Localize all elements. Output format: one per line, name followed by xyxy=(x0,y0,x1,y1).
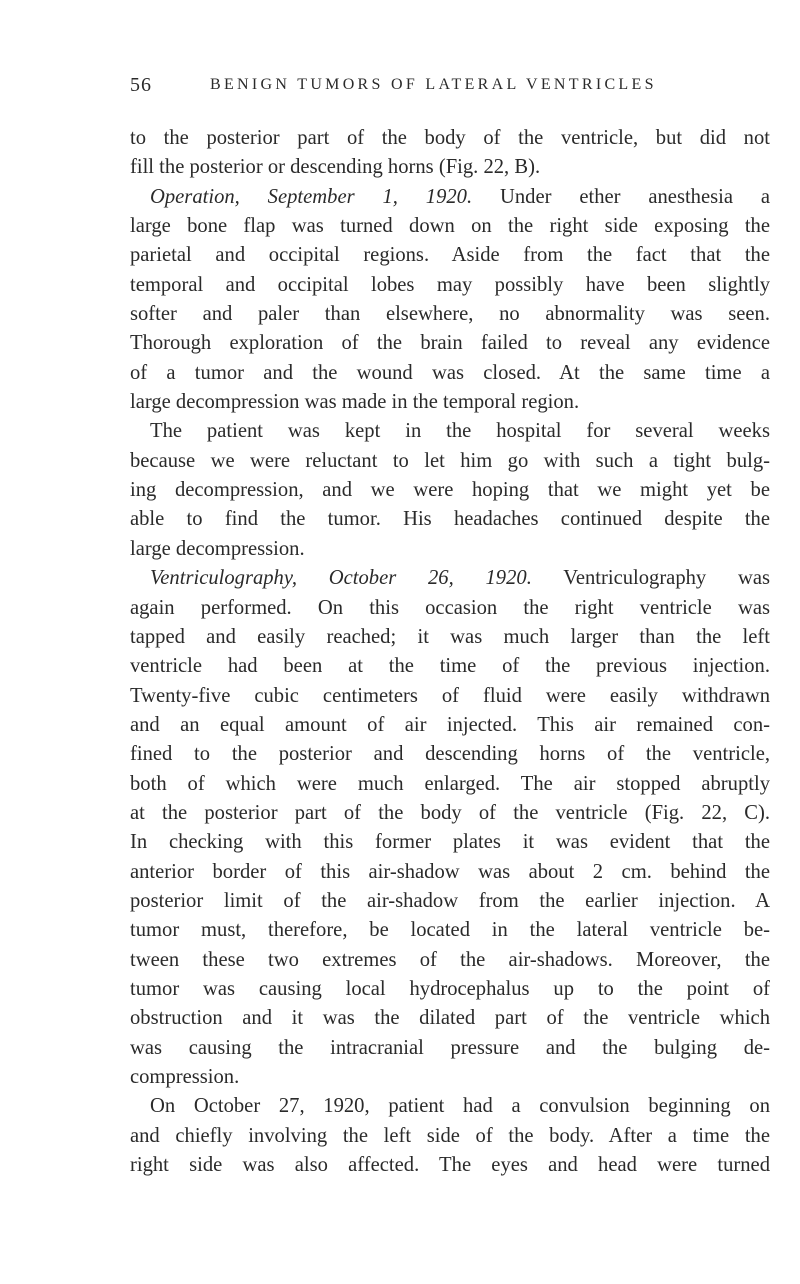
text-line xyxy=(130,887,770,916)
line-text: tumor was causing local hydrocephalus up to the point of xyxy=(130,977,770,1000)
text-line xyxy=(130,916,770,945)
line-text: because we were reluctant to let him go with such a tight bulg- xyxy=(130,449,770,472)
text-line xyxy=(130,124,770,153)
text-line xyxy=(130,828,770,857)
line-text: to the posterior part of the body of the ventricle, but did not xyxy=(130,127,770,149)
line-text: Twenty-five cubic centimeters of fluid were easily withdrawn xyxy=(130,684,770,707)
text-line xyxy=(130,1092,770,1121)
text-line xyxy=(130,858,770,887)
line-text: Under ether anesthesia a xyxy=(472,185,771,208)
line-text: softer and paler than elsewhere, no abnormality was seen. xyxy=(130,303,770,326)
text-line xyxy=(130,212,770,241)
text-line xyxy=(130,300,770,329)
text-line xyxy=(130,476,770,505)
text-line xyxy=(130,1063,770,1092)
text-line xyxy=(130,388,770,417)
text-line xyxy=(130,1034,770,1063)
text-line xyxy=(130,740,770,769)
page-header xyxy=(130,74,670,98)
line-text: tween these two extremes of the air-shadows. Moreover, the xyxy=(130,948,770,971)
line-text: large bone flap was turned down on the right side exposing the xyxy=(130,215,770,238)
text-line xyxy=(130,623,770,652)
running-head: BENIGN TUMORS OF LATERAL VENTRICLES xyxy=(210,76,657,93)
line-text: again performed. On this occasion the right ventricle was xyxy=(130,596,770,619)
text-line xyxy=(130,153,770,182)
line-text: large decompression. xyxy=(130,537,305,560)
page-number: 56 xyxy=(130,74,152,96)
text-line xyxy=(130,770,770,799)
line-text: tumor must, therefore, be located in the lateral ventricle be- xyxy=(130,919,770,942)
line-text: Thorough exploration of the brain failed to reveal any evidence xyxy=(130,332,770,355)
text-line xyxy=(130,535,770,564)
text-line xyxy=(130,975,770,1004)
text-line xyxy=(130,711,770,740)
line-text: ing decompression, and we were hoping that we might yet be xyxy=(130,479,770,502)
line-text: right side was also affected. The eyes and head were turned xyxy=(130,1154,770,1177)
italic-heading: Operation, September 1, 1920. xyxy=(150,185,473,208)
line-text: of a tumor and the wound was closed. At the same time a xyxy=(130,361,770,384)
line-text: was causing the intracranial pressure and the bulging de- xyxy=(130,1036,770,1059)
line-text: able to find the tumor. His headaches continued despite the xyxy=(130,508,770,531)
line-text: at the posterior part of the body of the ventricle (Fig. 22, C). xyxy=(130,801,770,824)
text-line xyxy=(130,417,770,446)
line-text: posterior limit of the air-shadow from the earlier injection. A xyxy=(130,889,770,912)
text-line xyxy=(130,241,770,270)
text-line xyxy=(130,183,770,212)
text-line xyxy=(130,682,770,711)
line-text: anterior border of this air-shadow was about 2 cm. behind the xyxy=(130,860,770,883)
text-line xyxy=(130,1004,770,1033)
text-line xyxy=(130,652,770,681)
text-line xyxy=(130,271,770,300)
text-line xyxy=(130,447,770,476)
line-text: fined to the posterior and descending horns of the ventricle, xyxy=(130,743,770,766)
line-text: both of which were much enlarged. The air stopped abruptly xyxy=(130,772,770,795)
text-line xyxy=(130,505,770,534)
text-line xyxy=(130,1122,770,1151)
line-text: and an equal amount of air injected. This air remained con- xyxy=(130,713,770,736)
line-text: In checking with this former plates it was evident that the xyxy=(130,831,770,854)
text-line xyxy=(130,1151,770,1180)
line-text: On October 27, 1920, patient had a convulsion beginning on xyxy=(150,1095,770,1118)
text-line xyxy=(130,359,770,388)
text-line xyxy=(130,564,770,593)
line-text: parietal and occipital regions. Aside from the fact that the xyxy=(130,244,770,267)
text-line xyxy=(130,329,770,358)
body-text xyxy=(130,124,770,1180)
line-text: Ventriculography was xyxy=(531,567,771,590)
line-text: and chiefly involving the left side of the body. After a time the xyxy=(130,1124,770,1147)
line-text: fill the posterior or descending horns (Fig. 22, B). xyxy=(130,156,541,179)
line-text: compression. xyxy=(130,1066,240,1088)
text-line xyxy=(130,594,770,623)
text-line xyxy=(130,799,770,828)
line-text: ventricle had been at the time of the previous injection. xyxy=(130,655,770,678)
line-text: large decompression was made in the temporal region. xyxy=(130,391,580,414)
line-text: The patient was kept in the hospital for several weeks xyxy=(150,420,770,443)
italic-heading: Ventriculography, October 26, 1920. xyxy=(150,567,532,590)
line-text: tapped and easily reached; it was much larger than the left xyxy=(130,625,770,648)
line-text: temporal and occipital lobes may possibly have been slightly xyxy=(130,273,770,296)
line-text: obstruction and it was the dilated part of the ventricle which xyxy=(130,1007,770,1030)
text-line xyxy=(130,946,770,975)
